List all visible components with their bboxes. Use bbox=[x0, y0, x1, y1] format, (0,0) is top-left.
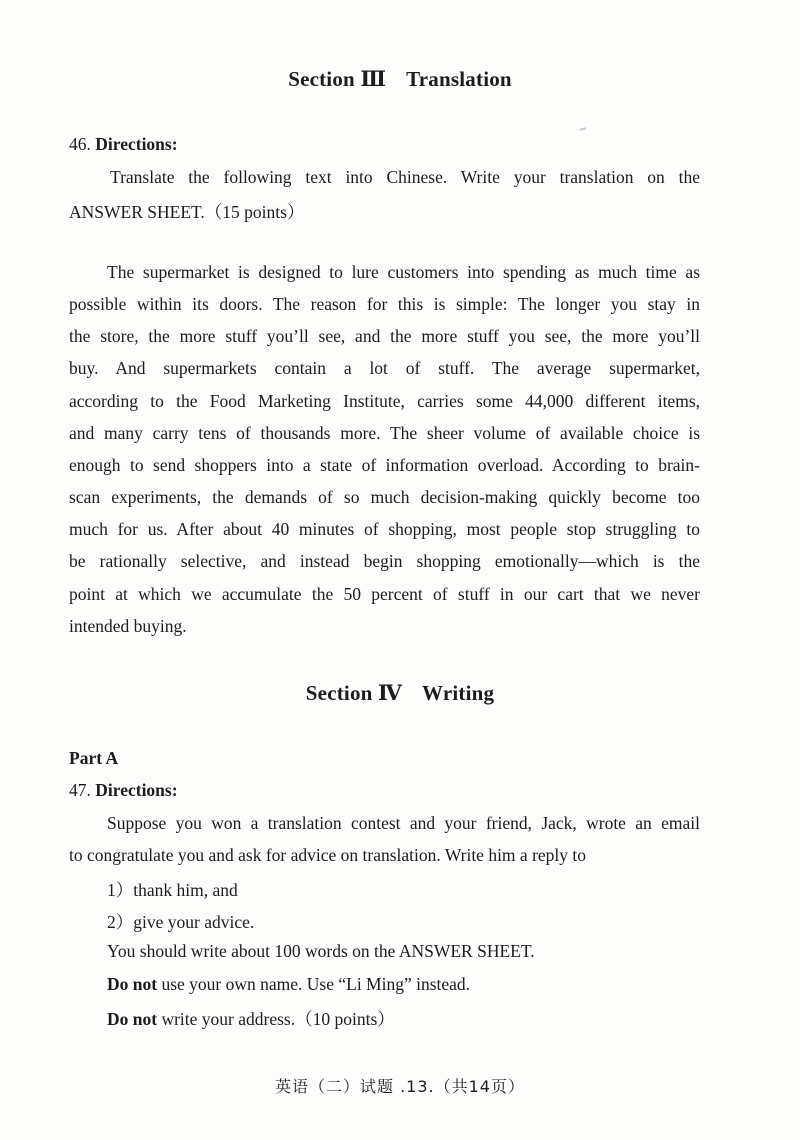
section-4-title bbox=[0, 680, 800, 706]
question-47-directions-label: Directions: bbox=[95, 780, 178, 800]
part-a-label: Part A bbox=[69, 748, 119, 768]
rule-emphasis: Do not bbox=[107, 1009, 158, 1029]
section-3-title bbox=[0, 66, 800, 92]
part-a-heading bbox=[69, 748, 118, 769]
passage-line: according to the Food Marketing Institute, carries some 44,000 different items, bbox=[69, 391, 700, 411]
passage-line: be rationally selective, and instead begin shopping emotionally—which is the bbox=[69, 551, 700, 571]
passage-line: possible within its doors. The reason for this is simple: The longer you stay in bbox=[69, 294, 700, 314]
q47-rule-name bbox=[107, 974, 470, 995]
page-footer: 英语（二）试题 .13.（共14页） bbox=[275, 1077, 525, 1096]
question-46-directions-label: Directions: bbox=[95, 134, 178, 154]
passage-line: scan experiments, the demands of so much decision-making quickly become too bbox=[69, 487, 700, 507]
question-47-number: 47. bbox=[69, 780, 91, 800]
passage-line: and many carry tens of thousands more. The sheer volume of available choice is bbox=[69, 423, 700, 443]
question-47-heading bbox=[69, 780, 178, 801]
question-46-heading bbox=[69, 134, 178, 155]
scan-speck bbox=[580, 127, 586, 130]
q47-list-item: 2）give your advice. bbox=[107, 912, 255, 932]
q46-instruction-line: Translate the following text into Chinese. Write your translation on the bbox=[110, 167, 700, 187]
q46-instruction-line: ANSWER SHEET.（15 points） bbox=[69, 202, 305, 222]
section-4-label: Section Ⅳ bbox=[305, 681, 403, 705]
q47-word-count: You should write about 100 words on the ANSWER SHEET. bbox=[107, 941, 535, 961]
q47-intro-line: Suppose you won a translation contest and your friend, Jack, wrote an email bbox=[107, 813, 700, 833]
section-4-name: Writing bbox=[422, 681, 495, 705]
rule-text: use your own name. Use “Li Ming” instead. bbox=[157, 974, 471, 994]
question-46-number: 46. bbox=[69, 134, 91, 154]
passage-line: The supermarket is designed to lure customers into spending as much time as bbox=[107, 262, 700, 282]
passage-line: much for us. After about 40 minutes of shopping, most people stop struggling to bbox=[69, 519, 700, 539]
passage-line: intended buying. bbox=[69, 616, 187, 636]
passage-line: enough to send shoppers into a state of information overload. According to brain- bbox=[69, 455, 700, 475]
passage-line: buy. And supermarkets contain a lot of stuff. The average supermarket, bbox=[69, 358, 700, 378]
q47-rule-address bbox=[107, 1006, 395, 1031]
passage-line: point at which we accumulate the 50 percent of stuff in our cart that we never bbox=[69, 584, 700, 604]
q47-intro-line: to congratulate you and ask for advice on translation. Write him a reply to bbox=[69, 845, 587, 865]
section-3-label: Section Ⅲ bbox=[288, 67, 387, 91]
q47-list-item: 1）thank him, and bbox=[107, 880, 238, 900]
rule-text: write your address.（10 points） bbox=[157, 1009, 395, 1029]
passage-line: the store, the more stuff you’ll see, and the more stuff you see, the more you’ll bbox=[69, 326, 700, 346]
section-3-name: Translation bbox=[406, 67, 512, 91]
rule-emphasis: Do not bbox=[107, 974, 158, 994]
